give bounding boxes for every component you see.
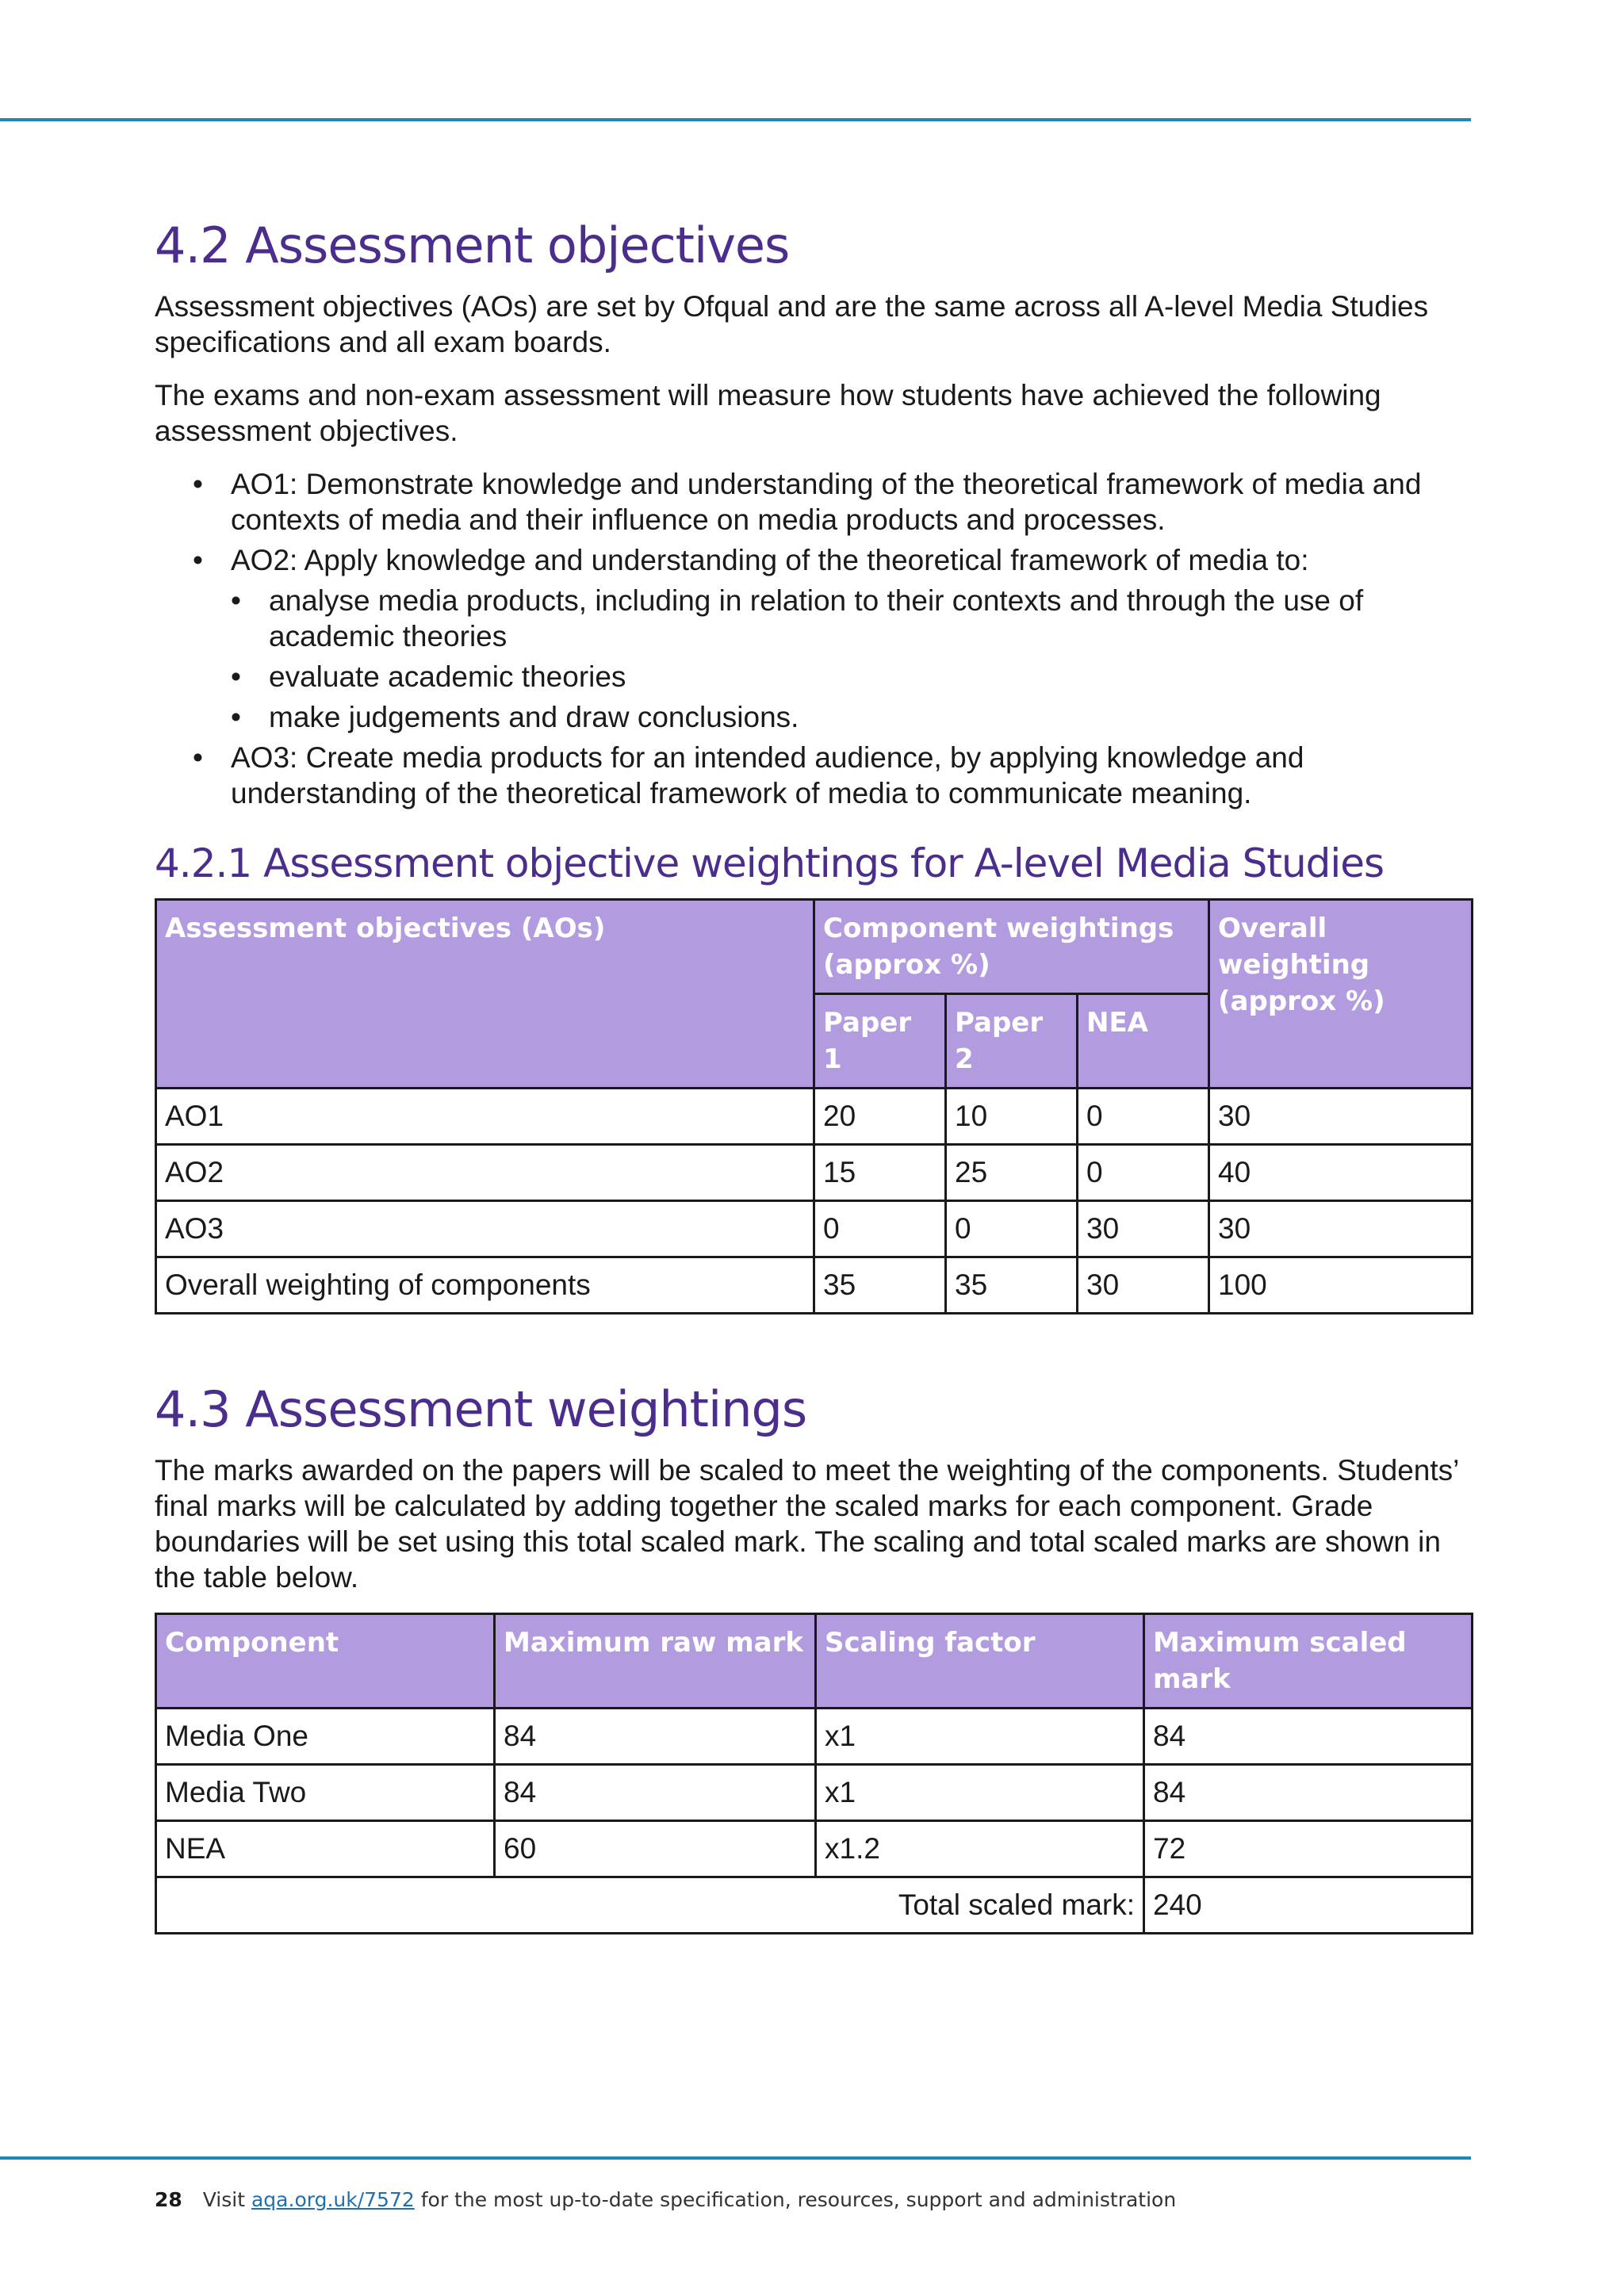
top-rule bbox=[0, 118, 1471, 121]
total-scaled-mark-value: 240 bbox=[1144, 1877, 1473, 1934]
ao2-text: AO2: Apply knowledge and understanding of the theoretical framework of media to: bbox=[231, 544, 1309, 576]
table-cell: 84 bbox=[495, 1709, 816, 1765]
total-row bbox=[156, 1877, 1473, 1934]
sub-list-item: • analyse media products, including in relation to their contexts and through the use of academic theories bbox=[269, 583, 1471, 654]
table-cell: 0 bbox=[1078, 1145, 1209, 1201]
page-content bbox=[155, 214, 1471, 1934]
table-cell: x1.2 bbox=[816, 1821, 1144, 1877]
table-row bbox=[156, 1145, 1473, 1201]
table-cell: AO2 bbox=[156, 1145, 814, 1201]
header-overall-weighting: Overall weighting (approx %) bbox=[1209, 900, 1473, 1089]
table-cell: x1 bbox=[816, 1765, 1144, 1821]
bottom-rule bbox=[0, 2156, 1471, 2160]
footer-link[interactable]: aqa.org.uk/7572 bbox=[251, 2188, 415, 2211]
header-max-scaled-mark: Maximum scaled mark bbox=[1144, 1614, 1473, 1709]
page-number: 28 bbox=[155, 2188, 182, 2211]
scaling-table bbox=[155, 1613, 1473, 1934]
footer-prefix: Visit bbox=[202, 2188, 246, 2211]
table-row bbox=[156, 1821, 1473, 1877]
page-footer bbox=[155, 2188, 1471, 2211]
table-cell: x1 bbox=[816, 1709, 1144, 1765]
table-row bbox=[156, 1709, 1473, 1765]
header-component: Component bbox=[156, 1614, 495, 1709]
table-cell: AO1 bbox=[156, 1089, 814, 1145]
table-row bbox=[156, 1201, 1473, 1257]
table-cell: AO3 bbox=[156, 1201, 814, 1257]
assessment-objectives-list bbox=[155, 466, 1471, 811]
table-cell: 0 bbox=[814, 1201, 946, 1257]
table-cell: 60 bbox=[495, 1821, 816, 1877]
footer-suffix: for the most up-to-date specification, resources, support and administration bbox=[420, 2188, 1177, 2211]
table-row bbox=[156, 1257, 1473, 1314]
table-cell: 30 bbox=[1078, 1201, 1209, 1257]
table-cell: 30 bbox=[1209, 1201, 1473, 1257]
table-cell: 10 bbox=[946, 1089, 1078, 1145]
table-cell: 25 bbox=[946, 1145, 1078, 1201]
table-row bbox=[156, 1765, 1473, 1821]
table-cell: 72 bbox=[1144, 1821, 1473, 1877]
list-item-ao3: • AO3: Create media products for an intended audience, by applying knowledge and understanding of the theoretical framework of media to communicate meaning. bbox=[231, 740, 1471, 811]
table-cell: 30 bbox=[1209, 1089, 1473, 1145]
ao-weightings-table bbox=[155, 898, 1473, 1314]
table-cell: 84 bbox=[1144, 1709, 1473, 1765]
list-item-ao2 bbox=[231, 542, 1471, 735]
table-cell: Media Two bbox=[156, 1765, 495, 1821]
weightings-paragraph: The marks awarded on the papers will be scaled to meet the weighting of the components. Students’ final marks will be calculated by adding together the scaled marks for each component. Grade boundaries will be set using this total scaled mark. The scaling and total scaled marks are shown in the table below. bbox=[155, 1454, 1459, 1594]
table-row bbox=[156, 1089, 1473, 1145]
table-cell: 0 bbox=[946, 1201, 1078, 1257]
table-cell: 30 bbox=[1078, 1257, 1209, 1314]
table-cell: 84 bbox=[1144, 1765, 1473, 1821]
ao2-sublist bbox=[231, 583, 1471, 735]
header-paper-1: Paper 1 bbox=[814, 994, 946, 1089]
table-cell: 35 bbox=[946, 1257, 1078, 1314]
list-item-ao1: • AO1: Demonstrate knowledge and understanding of the theoretical framework of media and contexts of media and their influence on media products and processes. bbox=[231, 466, 1471, 538]
table-cell: 15 bbox=[814, 1145, 946, 1201]
table-cell: Media One bbox=[156, 1709, 495, 1765]
section-4-2-1-heading: 4.2.1 Assessment objective weightings for A-level Media Studies bbox=[155, 840, 1385, 886]
table-cell: NEA bbox=[156, 1821, 495, 1877]
table-cell: 0 bbox=[1078, 1089, 1209, 1145]
table-cell: 20 bbox=[814, 1089, 946, 1145]
intro-paragraph: Assessment objectives (AOs) are set by Ofqual and are the same across all A-level Media Studies specifications and all exam boards. bbox=[155, 290, 1429, 358]
header-nea: NEA bbox=[1078, 994, 1209, 1089]
objectives-paragraph: The exams and non-exam assessment will measure how students have achieved the following assessment objectives. bbox=[155, 379, 1381, 447]
header-component-weightings: Component weightings (approx %) bbox=[814, 900, 1209, 994]
table-cell: 40 bbox=[1209, 1145, 1473, 1201]
total-scaled-mark-label: Total scaled mark: bbox=[156, 1877, 1144, 1934]
sub-list-item: • evaluate academic theories bbox=[269, 659, 1471, 695]
table-cell: 35 bbox=[814, 1257, 946, 1314]
table-cell: Overall weighting of components bbox=[156, 1257, 814, 1314]
header-scaling-factor: Scaling factor bbox=[816, 1614, 1144, 1709]
header-max-raw-mark: Maximum raw mark bbox=[495, 1614, 816, 1709]
table-cell: 100 bbox=[1209, 1257, 1473, 1314]
header-paper-2: Paper 2 bbox=[946, 994, 1078, 1089]
header-ao: Assessment objectives (AOs) bbox=[156, 900, 814, 1089]
section-4-2-heading: 4.2 Assessment objectives bbox=[155, 216, 790, 274]
table-cell: 84 bbox=[495, 1765, 816, 1821]
sub-list-item: • make judgements and draw conclusions. bbox=[269, 699, 1471, 735]
section-4-3-heading: 4.3 Assessment weightings bbox=[155, 1380, 807, 1438]
